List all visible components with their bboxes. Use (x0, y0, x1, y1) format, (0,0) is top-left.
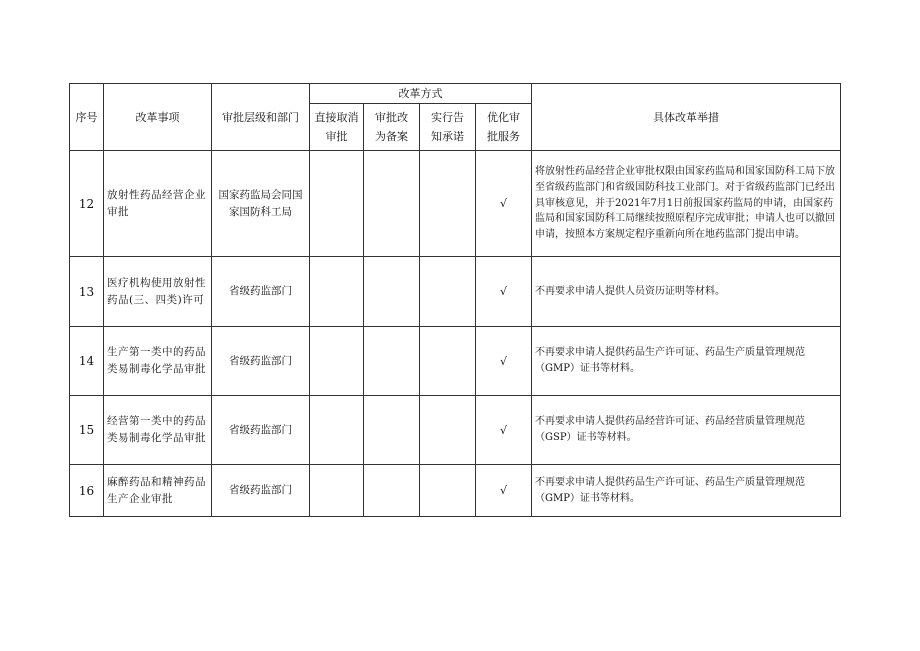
table-row (70, 257, 841, 327)
cell-filing (364, 151, 420, 257)
cell-cancel (310, 465, 364, 517)
table-row (70, 396, 841, 465)
header-dept: 审批层级和部门 (212, 84, 310, 151)
table-row (70, 465, 841, 517)
row-seq: 15 (70, 396, 104, 465)
row-item: 麻醉药品和精神药品生产企业审批 (104, 465, 212, 517)
row-dept: 省级药监部门 (212, 465, 310, 517)
row-item: 生产第一类中的药品类易制毒化学品审批 (104, 327, 212, 396)
header-method-cancel: 直接取消 审批 (310, 104, 364, 151)
row-seq: 13 (70, 257, 104, 327)
check-mark: √ (476, 396, 532, 465)
header-method-commitment: 实行告 知承诺 (420, 104, 476, 151)
row-measures: 不再要求申请人提供药品经营许可证、药品经营质量管理规范（GSP）证书等材料。 (532, 396, 841, 465)
row-seq: 16 (70, 465, 104, 517)
cell-commitment (420, 465, 476, 517)
cell-commitment (420, 327, 476, 396)
cell-filing (364, 396, 420, 465)
check-mark: √ (476, 465, 532, 517)
row-measures: 不再要求申请人提供药品生产许可证、药品生产质量管理规范（GMP）证书等材料。 (532, 327, 841, 396)
row-item: 放射性药品经营企业审批 (104, 151, 212, 257)
header-seq: 序号 (70, 84, 104, 151)
cell-commitment (420, 151, 476, 257)
table-row (70, 151, 841, 257)
row-item: 经营第一类中的药品类易制毒化学品审批 (104, 396, 212, 465)
row-dept: 国家药监局会同国家国防科工局 (212, 151, 310, 257)
check-mark: √ (476, 151, 532, 257)
table-row (70, 327, 841, 396)
row-measures: 将放射性药品经营企业审批权限由国家药监局和国家国防科工局下放至省级药监部门和省级国防科技工业部门。对于省级药监部门已经出具审核意见，并于2021年7月1日前报国家药监局的申请，由国家药监局和国家国防科工局继续按照原程序完成审批；申请人也可以撤回申请，按照本方案规定程序重新向所在地药监部门提出申请。 (532, 151, 841, 257)
header-measures: 具体改革举措 (532, 84, 841, 151)
header-method-filing: 审批改 为备案 (364, 104, 420, 151)
reform-table (69, 83, 841, 517)
header-item: 改革事项 (104, 84, 212, 151)
cell-commitment (420, 396, 476, 465)
cell-commitment (420, 257, 476, 327)
cell-cancel (310, 151, 364, 257)
cell-cancel (310, 396, 364, 465)
cell-cancel (310, 257, 364, 327)
cell-filing (364, 327, 420, 396)
cell-filing (364, 465, 420, 517)
header-method-optimize: 优化审 批服务 (476, 104, 532, 151)
row-dept: 省级药监部门 (212, 257, 310, 327)
row-item: 医疗机构使用放射性药品(三、四类)许可 (104, 257, 212, 327)
row-measures: 不再要求申请人提供人员资历证明等材料。 (532, 257, 841, 327)
cell-filing (364, 257, 420, 327)
row-seq: 12 (70, 151, 104, 257)
row-measures: 不再要求申请人提供药品生产许可证、药品生产质量管理规范（GMP）证书等材料。 (532, 465, 841, 517)
header-method-group: 改革方式 (310, 84, 532, 104)
row-dept: 省级药监部门 (212, 396, 310, 465)
row-seq: 14 (70, 327, 104, 396)
cell-cancel (310, 327, 364, 396)
check-mark: √ (476, 327, 532, 396)
check-mark: √ (476, 257, 532, 327)
row-dept: 省级药监部门 (212, 327, 310, 396)
